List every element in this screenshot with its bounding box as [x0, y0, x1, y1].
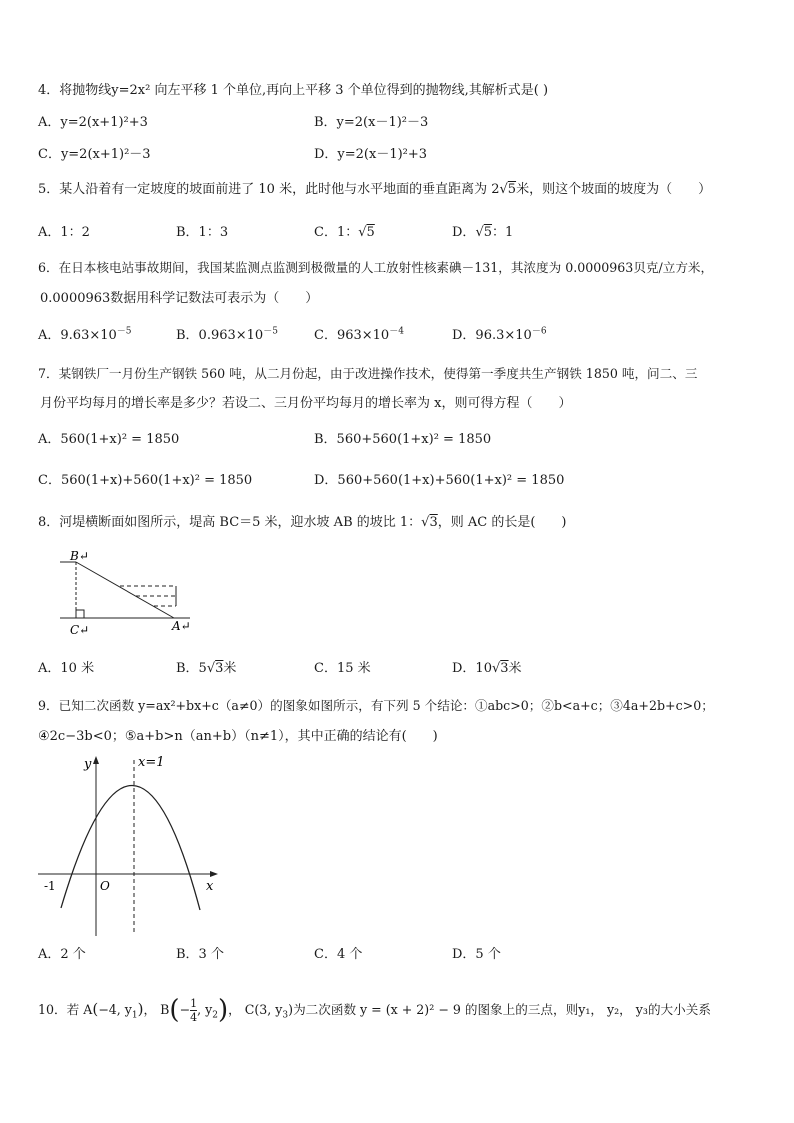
q8-option-d[interactable] [452, 660, 522, 678]
q6-stem-line1: 6．在日本核电站事故期间，我国某监测点监测到极微量的人工放射性核素碘－131，其浓度为 0.0000963贝克/立方米， [38, 260, 714, 275]
point-b-subscript: 2 [212, 1010, 218, 1021]
q8-option-b-radicand: 3 [215, 661, 224, 676]
q5-stem-text-a: 5．某人沿着有一定坡度的坡面前进了 10 米，此时他与水平地面的垂直距离为 2 [38, 182, 500, 197]
paren-open-icon: ( [92, 1000, 99, 1018]
point-c-label: C [244, 1002, 255, 1017]
q6-option-b-exp: －5 [263, 326, 278, 337]
y-axis-arrow-icon [93, 756, 99, 764]
big-paren-close-icon: ) [217, 995, 229, 1025]
point-b-label: B [160, 1002, 170, 1017]
point-a-label: A [83, 1002, 93, 1017]
q10-prefix: 10．若 [38, 1002, 80, 1017]
q5-option-b[interactable]: B．1：3 [176, 225, 229, 240]
x-label: x [206, 879, 214, 894]
fraction-numerator: 1 [190, 997, 198, 1010]
q10-stem: 10．若 A(−4, $y_1$)， B(− $\frac{1}{4}$ , $y_2$)， C(3, $y_3$)为二次函数 y = (x + 2)² − 9 的图象上的三点，则y₁， y₂， y₃的大小关系 [38, 995, 711, 1025]
q8-option-c[interactable]: C．15 米 [314, 661, 371, 676]
q5-option-d-text: D． [452, 225, 476, 240]
slope-line-ab [76, 562, 174, 618]
q6-option-d-exp: －6 [531, 326, 547, 337]
q10-tail-text: 的图象上的三点，则 [464, 1002, 579, 1017]
fraction-denominator: 4 [190, 1011, 198, 1024]
q5-option-a[interactable]: A．1：2 [38, 225, 90, 240]
q8-option-b-unit: 米 [223, 661, 237, 676]
label-a: A↵ [172, 619, 191, 633]
q5-stem [38, 181, 711, 199]
q9-option-a[interactable]: A．2 个 [38, 947, 86, 962]
q5-option-c-radicand: 5 [366, 225, 375, 240]
q7-option-a[interactable]: A．560(1+x)² = 1850 [38, 432, 180, 447]
minus-sign: − [179, 1002, 191, 1017]
q6-option-c-exp: －4 [389, 326, 404, 337]
q5-option-c[interactable] [314, 224, 375, 242]
q6-option-d-base: D．96.3×10 [452, 328, 532, 343]
big-paren-open-icon: ( [169, 995, 180, 1025]
sqrt-icon: √ [421, 515, 430, 530]
sqrt-icon: √ [475, 225, 484, 240]
q7-option-b[interactable]: B．560+560(1+x)² = 1850 [314, 432, 492, 447]
q10-mid-text: 为二次函数 [293, 1002, 357, 1017]
q4-option-c[interactable]: C．y=2(x+1)²－3 [38, 147, 151, 162]
q6-option-a[interactable] [38, 327, 132, 345]
q5-option-d-radicand: 5 [483, 225, 493, 240]
q5-option-d-post: ：1 [492, 225, 514, 240]
q10-function: y = (x + 2)² − 9 [360, 1002, 461, 1017]
sqrt-icon: √ [491, 661, 501, 676]
q8-option-b[interactable] [176, 660, 236, 678]
q10-y3: y₃ [635, 1002, 648, 1017]
q4-option-d[interactable]: D．y=2(x－1)²+3 [314, 147, 428, 162]
q8-option-d-radicand: 3 [500, 661, 509, 676]
q8-option-d-unit: 米 [508, 661, 522, 676]
q8-option-a[interactable]: A．10 米 [38, 661, 95, 676]
point-c-subscript: 3 [282, 1010, 289, 1021]
q6-option-a-base: A．9.63×10 [38, 328, 117, 343]
origin-label: O [100, 879, 110, 893]
parabola-figure [36, 752, 226, 938]
paren-close-icon: ) [288, 1002, 294, 1017]
embankment-figure [58, 546, 198, 638]
q8-stem-text-b: ，则 AC 的长是( ) [437, 515, 567, 530]
q8-stem-radicand: 3 [429, 515, 438, 530]
sqrt-icon: √ [358, 225, 367, 240]
q10-y1: y₁， [578, 1002, 603, 1017]
q9-stem-line2: ④2c−3b<0；⑤a+b>n（an+b）（n≠1），其中正确的结论有( ) [38, 729, 438, 744]
q7-stem-line2: 月份平均每月的增长率是多少？若设二、三月份平均每月的增长率为 x，则可得方程（ ） [40, 396, 572, 411]
q6-option-c[interactable] [314, 327, 404, 345]
q7-option-d[interactable]: D．560+560(1+x)+560(1+x)² = 1850 [314, 473, 565, 488]
q6-option-b[interactable] [176, 327, 278, 345]
y-label: y [84, 757, 92, 772]
q7-stem-line1: 7．某钢铁厂一月份生产钢铁 560 吨，从二月份起，由于改进操作技术，使得第一季度共生产钢铁 1850 吨，问二、三 [38, 366, 698, 381]
q10-y2: y₂， [606, 1002, 632, 1017]
q4-stem: 4．将抛物线y=2x² 向左平移 1 个单位,再向上平移 3 个单位得到的抛物线,其解析式是( ) [38, 83, 549, 98]
sqrt-icon: √ [206, 661, 216, 676]
symmetry-label: x=1 [138, 755, 165, 770]
q6-stem-line2: 0.0000963数据用科学记数法可表示为（ ） [40, 291, 319, 306]
q5-stem-text-b: 米，则这个坡面的坡度为（ ） [516, 182, 712, 197]
point-b-coords: , y [197, 1002, 213, 1017]
q9-option-c[interactable]: C．4 个 [314, 947, 363, 962]
q4-option-a[interactable]: A．y=2(x+1)²+3 [38, 115, 148, 130]
point-a-coords: −4, y [98, 1002, 132, 1017]
point-a-subscript: 1 [131, 1010, 138, 1021]
q5-option-d[interactable] [452, 224, 513, 242]
parabola-curve [61, 785, 200, 910]
q4-option-b[interactable]: B．y=2(x－1)²－3 [314, 115, 429, 130]
q7-option-c[interactable]: C．560(1+x)+560(1+x)² = 1850 [38, 473, 253, 488]
q8-stem [38, 514, 567, 532]
q9-option-b[interactable]: B．3 个 [176, 947, 224, 962]
q8-stem-text-a: 8．河堤横断面如图所示，堤高 BC＝5 米，迎水坡 AB 的坡比 1： [38, 515, 422, 530]
q6-option-d[interactable] [452, 327, 547, 345]
q5-stem-radicand: 5 [507, 182, 517, 197]
neg1-label: -1 [44, 879, 56, 893]
q9-stem-line1: 9．已知二次函数 y=ax²+bx+c（a≠0）的图象如图所示，有下列 5 个结论：①abc>0；②b<a+c；③4a+2b+c>0； [38, 698, 714, 713]
q6-option-b-base: B．0.963×10 [176, 328, 264, 343]
q8-option-d-base: D．10 [452, 661, 492, 676]
paren-open-icon: ( [254, 1002, 260, 1017]
x-axis-arrow-icon [210, 871, 218, 877]
sqrt-icon: √ [499, 182, 508, 197]
q6-option-c-base: C．963×10 [314, 328, 390, 343]
q6-option-a-exp: －5 [116, 326, 132, 337]
q10-end-text: 的大小关系 [647, 1002, 711, 1017]
q9-option-d[interactable]: D．5 个 [452, 947, 501, 962]
label-c: C↵ [70, 623, 90, 637]
label-b: B↵ [70, 549, 89, 563]
right-angle-mark [76, 610, 84, 618]
point-c-coords: 3, y [259, 1002, 283, 1017]
q5-option-c-text: C．1： [314, 225, 359, 240]
paren-close-icon: ) [137, 1000, 144, 1018]
q8-option-b-base: B．5 [176, 661, 207, 676]
